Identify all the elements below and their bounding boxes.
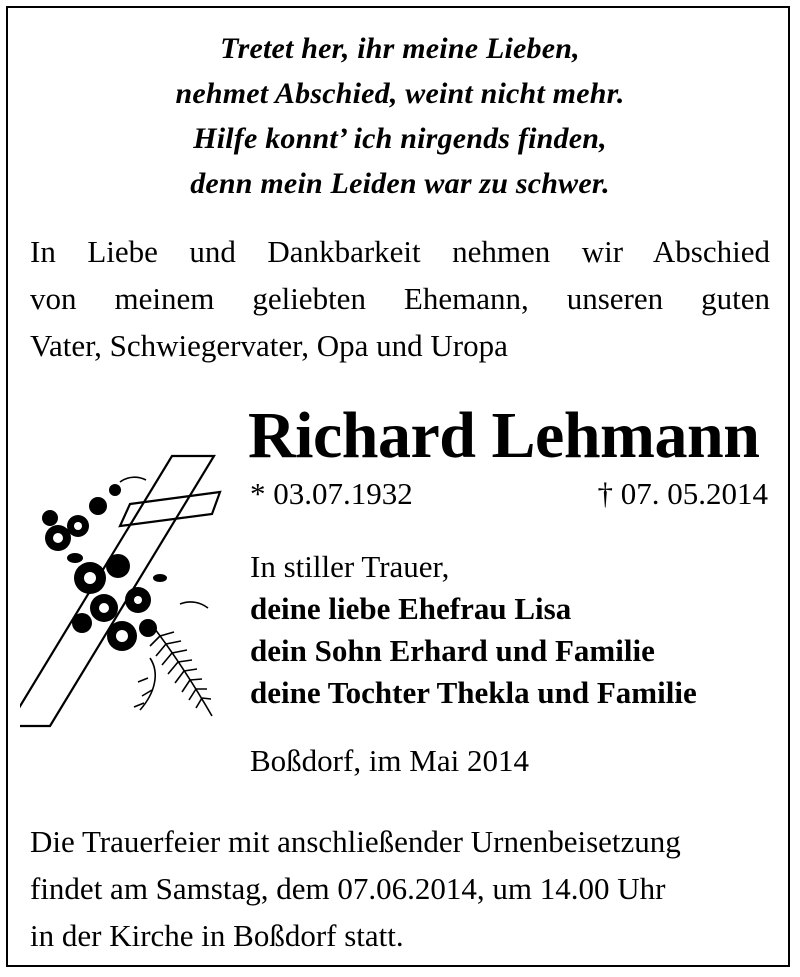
mourner-line: deine liebe Ehefrau Lisa xyxy=(250,591,572,626)
poem-line: denn mein Leiden war zu schwer. xyxy=(190,167,610,200)
intro-line: Vater, Schwiegervater, Opa und Uropa xyxy=(30,328,508,363)
birth-date: * 03.07.1932 xyxy=(250,476,413,511)
intro-line: von meinem geliebten Ehemann, unseren guten xyxy=(30,281,770,316)
poem xyxy=(0,26,800,206)
mourners xyxy=(250,546,697,714)
funeral-line: Die Trauerfeier mit anschließender Urnenbeisetzung xyxy=(30,824,681,859)
deceased-name: Richard Lehmann xyxy=(248,399,760,472)
poem-line: Hilfe konnt’ ich nirgends finden, xyxy=(193,122,607,155)
intro-line: In Liebe und Dankbarkeit nehmen wir Abschied xyxy=(30,234,770,269)
funeral-line: in der Kirche in Boßdorf statt. xyxy=(30,918,404,953)
place-date: Boßdorf, im Mai 2014 xyxy=(250,743,529,778)
funeral-line: findet am Samstag, dem 07.06.2014, um 14.00 Uhr xyxy=(30,871,666,906)
mourner-line: deine Tochter Thekla und Familie xyxy=(250,675,697,710)
poem-line: nehmet Abschied, weint nicht mehr. xyxy=(175,77,625,110)
death-date: † 07. 05.2014 xyxy=(597,476,768,511)
funeral-info xyxy=(30,818,681,959)
poem-line: Tretet her, ihr meine Lieben, xyxy=(220,32,580,65)
intro-text xyxy=(30,228,770,369)
mourner-line: dein Sohn Erhard und Familie xyxy=(250,633,655,668)
mourners-intro: In stiller Trauer, xyxy=(250,549,450,584)
cross-with-roses-icon xyxy=(20,448,240,728)
